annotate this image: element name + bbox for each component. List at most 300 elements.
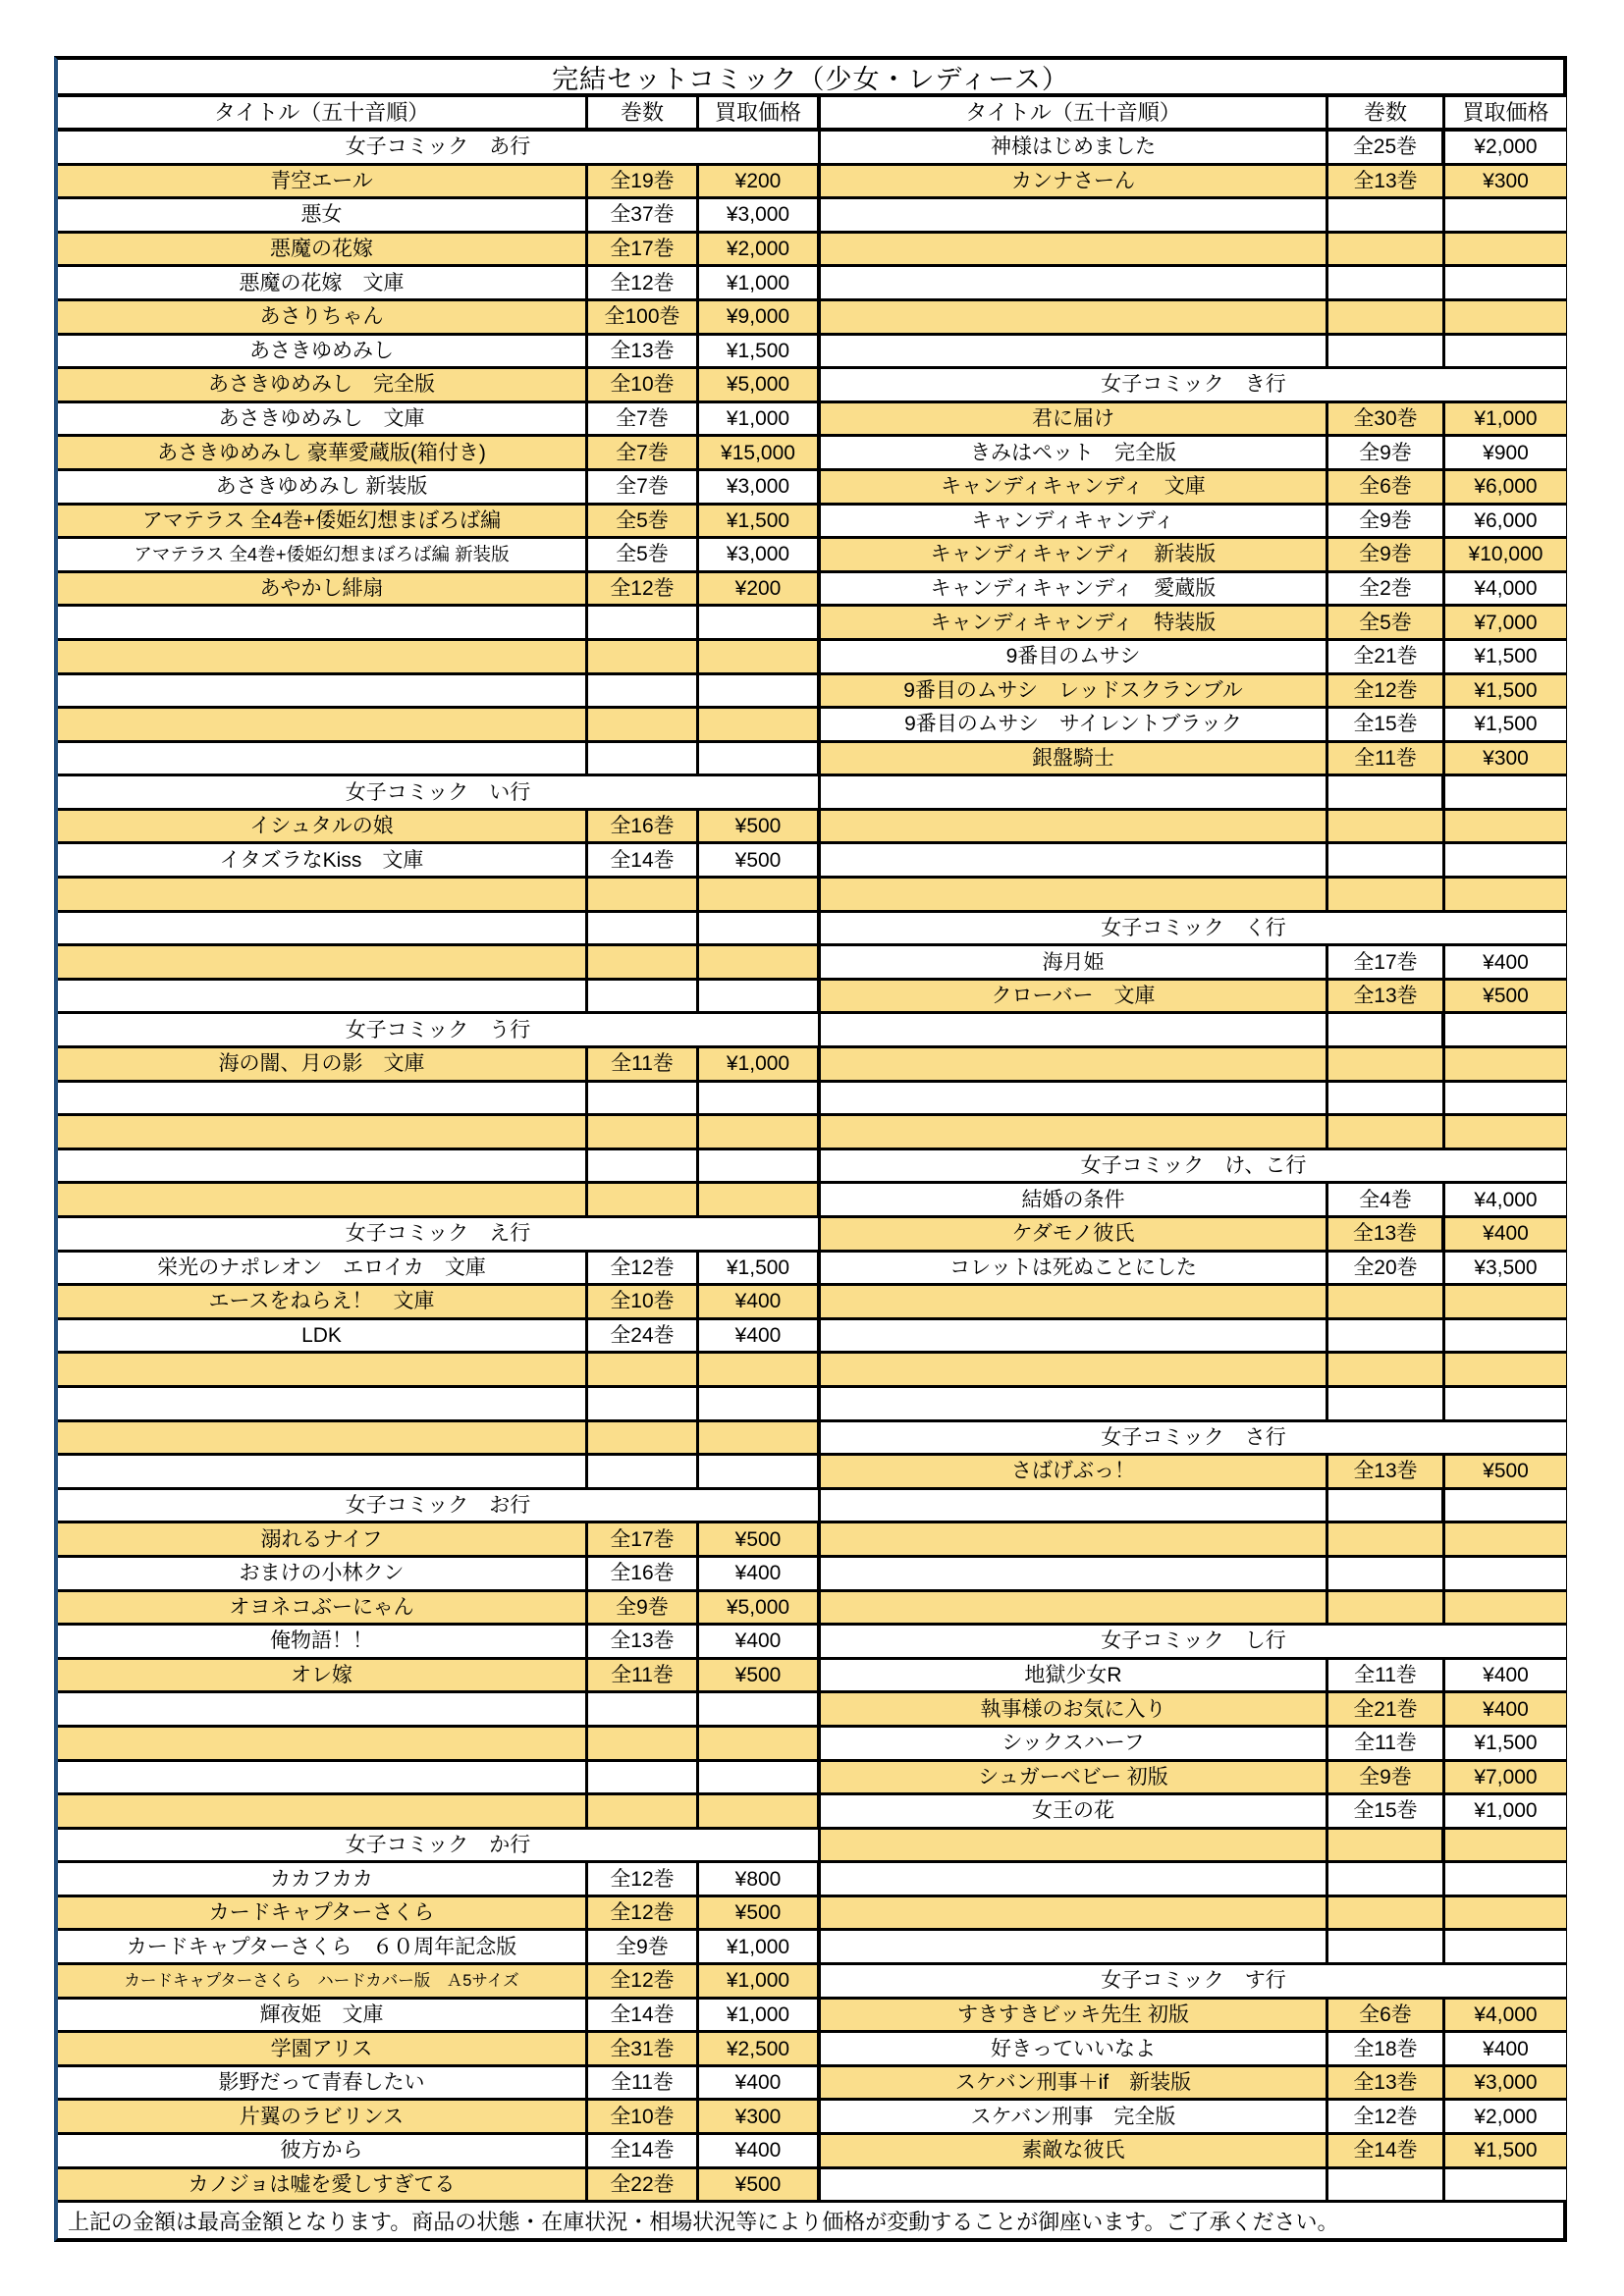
right-price-cell: ¥400 bbox=[1445, 1693, 1566, 1725]
right-volumes-cell: 全13巻 bbox=[1328, 2067, 1445, 2099]
left-empty-volumes-cell bbox=[588, 1693, 699, 1725]
footer-note-row bbox=[58, 2203, 1563, 2238]
right-volumes-cell: 全30巻 bbox=[1328, 403, 1445, 435]
right-empty-price-cell bbox=[1445, 811, 1566, 842]
left-title-cell: 青空エール bbox=[58, 166, 588, 197]
left-empty-volumes-cell bbox=[588, 981, 699, 1012]
right-section-header-cell: 女子コミック け、こ行 bbox=[821, 1150, 1566, 1182]
right-price-cell: ¥300 bbox=[1445, 743, 1566, 774]
right-volumes-cell: 全18巻 bbox=[1328, 2033, 1445, 2064]
left-title-cell: オレ嫁 bbox=[58, 1660, 588, 1691]
left-title-cell: 片翼のラビリンス bbox=[58, 2101, 588, 2132]
right-empty-price-cell bbox=[1445, 1014, 1566, 1045]
table-row bbox=[58, 1422, 1563, 1457]
left-empty-price-cell bbox=[699, 1693, 821, 1725]
right-price-cell: ¥2,000 bbox=[1445, 2101, 1566, 2132]
right-volumes-cell: 全2巻 bbox=[1328, 573, 1445, 605]
left-empty-title-cell bbox=[58, 1184, 588, 1215]
right-empty-volumes-cell bbox=[1328, 2169, 1445, 2201]
right-title-cell: 9番目のムサシ bbox=[821, 641, 1328, 672]
right-volumes-cell: 全13巻 bbox=[1328, 1218, 1445, 1250]
left-volumes-cell: 全19巻 bbox=[588, 166, 699, 197]
right-empty-title-cell bbox=[821, 776, 1328, 808]
page-title: 完結セットコミック（少女・レディース） bbox=[552, 64, 1069, 94]
left-volumes-cell: 全12巻 bbox=[588, 1253, 699, 1284]
left-empty-title-cell bbox=[58, 709, 588, 740]
left-empty-price-cell bbox=[699, 1728, 821, 1759]
left-price-cell: ¥1,000 bbox=[699, 1048, 821, 1080]
left-title-cell: おまけの小林クン bbox=[58, 1558, 588, 1589]
left-price-cell: ¥200 bbox=[699, 573, 821, 605]
right-empty-price-cell bbox=[1445, 1830, 1566, 1861]
left-empty-title-cell bbox=[58, 1354, 588, 1385]
left-title-cell: オヨネコぶーにゃん bbox=[58, 1592, 588, 1624]
right-empty-price-cell bbox=[1445, 2169, 1566, 2201]
table-row bbox=[58, 199, 1563, 234]
left-title-cell: あさきゆめみし 文庫 bbox=[58, 403, 588, 435]
right-empty-price-cell bbox=[1445, 1523, 1566, 1555]
right-volumes-cell: 全11巻 bbox=[1328, 1728, 1445, 1759]
left-empty-title-cell bbox=[58, 607, 588, 638]
left-volumes-cell: 全16巻 bbox=[588, 1558, 699, 1589]
right-empty-price-cell bbox=[1445, 1048, 1566, 1080]
right-price-cell: ¥3,500 bbox=[1445, 1253, 1566, 1284]
left-title-cell: アマテラス 全4巻+倭姫幻想まぼろば編 新装版 bbox=[58, 539, 588, 570]
price-table-rows bbox=[58, 132, 1563, 2203]
right-volumes-cell: 全25巻 bbox=[1328, 132, 1445, 163]
right-empty-price-cell bbox=[1445, 234, 1566, 265]
table-row bbox=[58, 1218, 1563, 1253]
left-empty-price-cell bbox=[699, 1184, 821, 1215]
right-title-cell: 9番目のムサシ サイレントブラック bbox=[821, 709, 1328, 740]
left-price-cell: ¥1,000 bbox=[699, 2000, 821, 2031]
left-title-cell: カノジョは嘘を愛しすぎてる bbox=[58, 2169, 588, 2201]
right-empty-price-cell bbox=[1445, 1286, 1566, 1317]
right-empty-title-cell bbox=[821, 301, 1328, 333]
left-price-cell: ¥9,000 bbox=[699, 301, 821, 333]
right-empty-volumes-cell bbox=[1328, 267, 1445, 298]
right-volumes-cell: 全12巻 bbox=[1328, 675, 1445, 707]
table-row bbox=[58, 1795, 1563, 1830]
left-volumes-cell: 全12巻 bbox=[588, 573, 699, 605]
table-row bbox=[58, 1354, 1563, 1388]
table-row bbox=[58, 2101, 1563, 2135]
left-price-cell: ¥500 bbox=[699, 1897, 821, 1929]
left-volumes-cell: 全13巻 bbox=[588, 1626, 699, 1657]
right-title-cell: キャンディキャンディ bbox=[821, 506, 1328, 537]
table-row bbox=[58, 981, 1563, 1015]
left-title-cell: カードキャプターさくら bbox=[58, 1897, 588, 1929]
right-empty-volumes-cell bbox=[1328, 234, 1445, 265]
right-empty-volumes-cell bbox=[1328, 1863, 1445, 1895]
left-empty-price-cell bbox=[699, 913, 821, 944]
left-empty-price-cell bbox=[699, 981, 821, 1012]
right-empty-title-cell bbox=[821, 1897, 1328, 1929]
right-volumes-cell: 全15巻 bbox=[1328, 1795, 1445, 1827]
left-empty-title-cell bbox=[58, 981, 588, 1012]
table-row bbox=[58, 267, 1563, 301]
left-title-cell: 輝夜姫 文庫 bbox=[58, 2000, 588, 2031]
right-price-cell: ¥1,000 bbox=[1445, 403, 1566, 435]
left-volumes-cell: 全10巻 bbox=[588, 369, 699, 400]
table-row bbox=[58, 1693, 1563, 1728]
left-title-cell: あさきゆめみし 完全版 bbox=[58, 369, 588, 400]
table-row bbox=[58, 1253, 1563, 1287]
right-volumes-cell: 全11巻 bbox=[1328, 1660, 1445, 1691]
table-row bbox=[58, 1523, 1563, 1558]
left-empty-price-cell bbox=[699, 879, 821, 910]
left-empty-price-cell bbox=[699, 1150, 821, 1182]
left-price-cell: ¥800 bbox=[699, 1863, 821, 1895]
table-row bbox=[58, 1897, 1563, 1932]
right-volumes-cell: 全21巻 bbox=[1328, 1693, 1445, 1725]
left-price-cell: ¥1,000 bbox=[699, 1931, 821, 1962]
table-row bbox=[58, 132, 1563, 166]
right-empty-volumes-cell bbox=[1328, 1116, 1445, 1148]
right-price-cell: ¥1,500 bbox=[1445, 2135, 1566, 2166]
left-volumes-cell: 全10巻 bbox=[588, 2101, 699, 2132]
right-empty-title-cell bbox=[821, 1490, 1328, 1522]
right-empty-volumes-cell bbox=[1328, 1897, 1445, 1929]
table-row bbox=[58, 437, 1563, 471]
right-price-cell: ¥1,500 bbox=[1445, 1728, 1566, 1759]
right-empty-title-cell bbox=[821, 1048, 1328, 1080]
left-empty-volumes-cell bbox=[588, 946, 699, 978]
right-price-cell: ¥6,000 bbox=[1445, 506, 1566, 537]
right-title-cell: 結婚の条件 bbox=[821, 1184, 1328, 1215]
left-volumes-cell: 全7巻 bbox=[588, 471, 699, 503]
right-volumes-cell: 全15巻 bbox=[1328, 709, 1445, 740]
right-empty-price-cell bbox=[1445, 776, 1566, 808]
left-empty-title-cell bbox=[58, 1388, 588, 1419]
right-empty-volumes-cell bbox=[1328, 811, 1445, 842]
left-empty-title-cell bbox=[58, 1728, 588, 1759]
left-section-header-cell: 女子コミック お行 bbox=[58, 1490, 821, 1522]
right-title-cell: 執事様のお気に入り bbox=[821, 1693, 1328, 1725]
left-empty-volumes-cell bbox=[588, 1456, 699, 1487]
left-volumes-cell: 全5巻 bbox=[588, 539, 699, 570]
right-empty-price-cell bbox=[1445, 301, 1566, 333]
table-row bbox=[58, 2033, 1563, 2067]
right-price-cell: ¥500 bbox=[1445, 1456, 1566, 1487]
table-row bbox=[58, 1558, 1563, 1592]
right-price-cell: ¥400 bbox=[1445, 2033, 1566, 2064]
right-title-cell: きみはペット 完全版 bbox=[821, 437, 1328, 468]
left-title-cell: LDK bbox=[58, 1320, 588, 1352]
right-price-cell: ¥1,500 bbox=[1445, 709, 1566, 740]
right-title-cell: 9番目のムサシ レッドスクランブル bbox=[821, 675, 1328, 707]
right-empty-volumes-cell bbox=[1328, 844, 1445, 876]
table-row bbox=[58, 2135, 1563, 2169]
left-price-cell: ¥3,000 bbox=[699, 539, 821, 570]
left-section-header-cell: 女子コミック え行 bbox=[58, 1218, 821, 1250]
left-volumes-cell: 全16巻 bbox=[588, 811, 699, 842]
table-row bbox=[58, 506, 1563, 540]
right-title-cell: コレットは死ぬことにした bbox=[821, 1253, 1328, 1284]
right-price-cell: ¥1,000 bbox=[1445, 1795, 1566, 1827]
left-empty-price-cell bbox=[699, 1083, 821, 1114]
left-empty-title-cell bbox=[58, 1795, 588, 1827]
right-price-column-header: 買取価格 bbox=[1445, 97, 1566, 128]
left-volumes-cell: 全5巻 bbox=[588, 506, 699, 537]
right-empty-volumes-cell bbox=[1328, 1830, 1445, 1861]
left-empty-volumes-cell bbox=[588, 1116, 699, 1148]
right-empty-title-cell bbox=[821, 267, 1328, 298]
right-title-cell: 好きっていいなよ bbox=[821, 2033, 1328, 2064]
left-volumes-cell: 全37巻 bbox=[588, 199, 699, 231]
right-empty-title-cell bbox=[821, 1014, 1328, 1045]
table-row bbox=[58, 1762, 1563, 1796]
left-price-cell: ¥1,000 bbox=[699, 267, 821, 298]
right-empty-price-cell bbox=[1445, 1897, 1566, 1929]
left-empty-price-cell bbox=[699, 1456, 821, 1487]
left-empty-title-cell bbox=[58, 946, 588, 978]
left-price-cell: ¥3,000 bbox=[699, 471, 821, 503]
right-empty-price-cell bbox=[1445, 267, 1566, 298]
right-empty-volumes-cell bbox=[1328, 1354, 1445, 1385]
left-empty-volumes-cell bbox=[588, 1728, 699, 1759]
table-row bbox=[58, 1660, 1563, 1694]
left-title-cell: 栄光のナポレオン エロイカ 文庫 bbox=[58, 1253, 588, 1284]
right-empty-volumes-cell bbox=[1328, 1083, 1445, 1114]
left-empty-price-cell bbox=[699, 1388, 821, 1419]
right-volumes-cell: 全6巻 bbox=[1328, 2000, 1445, 2031]
left-empty-price-cell bbox=[699, 743, 821, 774]
right-volumes-cell: 全9巻 bbox=[1328, 506, 1445, 537]
right-price-cell: ¥7,000 bbox=[1445, 1762, 1566, 1793]
table-row bbox=[58, 166, 1563, 200]
left-volumes-cell: 全13巻 bbox=[588, 336, 699, 367]
table-row bbox=[58, 403, 1563, 438]
right-title-cell: シュガーベビー 初版 bbox=[821, 1762, 1328, 1793]
right-title-cell: 海月姫 bbox=[821, 946, 1328, 978]
left-empty-title-cell bbox=[58, 675, 588, 707]
left-empty-price-cell bbox=[699, 709, 821, 740]
right-empty-title-cell bbox=[821, 234, 1328, 265]
left-empty-volumes-cell bbox=[588, 1422, 699, 1454]
left-empty-title-cell bbox=[58, 1456, 588, 1487]
right-empty-title-cell bbox=[821, 1388, 1328, 1419]
left-title-cell: 海の闇、月の影 文庫 bbox=[58, 1048, 588, 1080]
left-empty-title-cell bbox=[58, 1422, 588, 1454]
right-empty-price-cell bbox=[1445, 1354, 1566, 1385]
right-empty-volumes-cell bbox=[1328, 1931, 1445, 1962]
table-row bbox=[58, 879, 1563, 913]
right-title-cell: 地獄少女R bbox=[821, 1660, 1328, 1691]
left-title-cell: カードキャプターさくら ハードカバー版 Ａ5サイズ bbox=[58, 1965, 588, 1997]
right-title-cell: シックスハーフ bbox=[821, 1728, 1328, 1759]
right-price-cell: ¥400 bbox=[1445, 1660, 1566, 1691]
right-empty-price-cell bbox=[1445, 1320, 1566, 1352]
right-empty-title-cell bbox=[821, 1863, 1328, 1895]
left-empty-title-cell bbox=[58, 1693, 588, 1725]
table-row bbox=[58, 675, 1563, 710]
left-empty-volumes-cell bbox=[588, 1354, 699, 1385]
left-volumes-cell: 全10巻 bbox=[588, 1286, 699, 1317]
right-volumes-cell: 全14巻 bbox=[1328, 2135, 1445, 2166]
left-title-cell: 彼方から bbox=[58, 2135, 588, 2166]
left-volumes-cell: 全17巻 bbox=[588, 1523, 699, 1555]
right-volumes-cell: 全20巻 bbox=[1328, 1253, 1445, 1284]
left-empty-price-cell bbox=[699, 607, 821, 638]
left-volumes-cell: 全14巻 bbox=[588, 844, 699, 876]
table-row bbox=[58, 2169, 1563, 2204]
left-price-cell: ¥1,000 bbox=[699, 1965, 821, 1997]
left-empty-volumes-cell bbox=[588, 743, 699, 774]
right-empty-volumes-cell bbox=[1328, 301, 1445, 333]
right-title-cell: スケバン刑事 完全版 bbox=[821, 2101, 1328, 2132]
left-empty-price-cell bbox=[699, 675, 821, 707]
table-row bbox=[58, 1456, 1563, 1490]
right-empty-title-cell bbox=[821, 879, 1328, 910]
left-empty-volumes-cell bbox=[588, 1150, 699, 1182]
right-title-cell: 神様はじめました bbox=[821, 132, 1328, 163]
right-empty-title-cell bbox=[821, 2169, 1328, 2201]
right-title-cell: 銀盤騎士 bbox=[821, 743, 1328, 774]
left-price-cell: ¥500 bbox=[699, 811, 821, 842]
right-empty-price-cell bbox=[1445, 1863, 1566, 1895]
right-price-cell: ¥4,000 bbox=[1445, 1184, 1566, 1215]
right-empty-price-cell bbox=[1445, 336, 1566, 367]
right-title-cell: キャンディキャンディ 文庫 bbox=[821, 471, 1328, 503]
left-volumes-cell: 全9巻 bbox=[588, 1592, 699, 1624]
right-section-header-cell: 女子コミック き行 bbox=[821, 369, 1566, 400]
right-empty-volumes-cell bbox=[1328, 776, 1445, 808]
right-title-cell: 素敵な彼氏 bbox=[821, 2135, 1328, 2166]
left-title-cell: カカフカカ bbox=[58, 1863, 588, 1895]
table-row bbox=[58, 539, 1563, 573]
table-row bbox=[58, 1490, 1563, 1524]
right-title-cell: さばげぶっ！ bbox=[821, 1456, 1328, 1487]
right-empty-volumes-cell bbox=[1328, 1558, 1445, 1589]
left-section-header-cell: 女子コミック う行 bbox=[58, 1014, 821, 1045]
right-price-cell: ¥1,500 bbox=[1445, 675, 1566, 707]
left-title-cell: あやかし緋扇 bbox=[58, 573, 588, 605]
title-row bbox=[58, 60, 1563, 97]
left-price-cell: ¥500 bbox=[699, 1523, 821, 1555]
table-row bbox=[58, 1014, 1563, 1048]
left-title-cell: 悪魔の花嫁 文庫 bbox=[58, 267, 588, 298]
right-price-cell: ¥400 bbox=[1445, 1218, 1566, 1250]
left-volumes-cell: 全24巻 bbox=[588, 1320, 699, 1352]
right-empty-title-cell bbox=[821, 811, 1328, 842]
table-row bbox=[58, 1286, 1563, 1320]
right-title-cell: 女王の花 bbox=[821, 1795, 1328, 1827]
right-empty-volumes-cell bbox=[1328, 1523, 1445, 1555]
left-title-cell: あさきゆめみし 新装版 bbox=[58, 471, 588, 503]
right-volumes-cell: 全12巻 bbox=[1328, 2101, 1445, 2132]
right-title-cell: スケバン刑事＋if 新装版 bbox=[821, 2067, 1328, 2099]
right-empty-price-cell bbox=[1445, 199, 1566, 231]
right-price-cell: ¥300 bbox=[1445, 166, 1566, 197]
left-volumes-cell: 全22巻 bbox=[588, 2169, 699, 2201]
table-row bbox=[58, 844, 1563, 879]
right-empty-price-cell bbox=[1445, 1490, 1566, 1522]
left-price-cell: ¥1,500 bbox=[699, 1253, 821, 1284]
left-empty-volumes-cell bbox=[588, 607, 699, 638]
left-price-cell: ¥400 bbox=[699, 1626, 821, 1657]
left-title-cell: あさりちゃん bbox=[58, 301, 588, 333]
left-title-cell: 溺れるナイフ bbox=[58, 1523, 588, 1555]
right-empty-title-cell bbox=[821, 1320, 1328, 1352]
table-row bbox=[58, 607, 1563, 641]
left-empty-price-cell bbox=[699, 1116, 821, 1148]
left-section-header-cell: 女子コミック か行 bbox=[58, 1830, 821, 1861]
right-empty-title-cell bbox=[821, 1558, 1328, 1589]
table-row bbox=[58, 1388, 1563, 1422]
left-volumes-cell: 全100巻 bbox=[588, 301, 699, 333]
left-empty-volumes-cell bbox=[588, 641, 699, 672]
right-empty-title-cell bbox=[821, 1116, 1328, 1148]
right-price-cell: ¥1,500 bbox=[1445, 641, 1566, 672]
left-volumes-cell: 全9巻 bbox=[588, 1931, 699, 1962]
right-section-header-cell: 女子コミック し行 bbox=[821, 1626, 1566, 1657]
left-empty-volumes-cell bbox=[588, 1762, 699, 1793]
right-price-cell: ¥4,000 bbox=[1445, 573, 1566, 605]
right-empty-title-cell bbox=[821, 199, 1328, 231]
left-empty-price-cell bbox=[699, 1795, 821, 1827]
right-empty-title-cell bbox=[821, 1083, 1328, 1114]
left-empty-title-cell bbox=[58, 1083, 588, 1114]
left-empty-volumes-cell bbox=[588, 1388, 699, 1419]
left-price-cell: ¥400 bbox=[699, 1558, 821, 1589]
table-row bbox=[58, 234, 1563, 268]
table-row bbox=[58, 1965, 1563, 2000]
left-title-cell: カードキャプターさくら ６０周年記念版 bbox=[58, 1931, 588, 1962]
table-row bbox=[58, 1931, 1563, 1965]
left-empty-volumes-cell bbox=[588, 675, 699, 707]
right-title-cell: キャンディキャンディ 特装版 bbox=[821, 607, 1328, 638]
left-empty-title-cell bbox=[58, 641, 588, 672]
left-price-cell: ¥1,000 bbox=[699, 403, 821, 435]
right-empty-title-cell bbox=[821, 844, 1328, 876]
right-title-cell: クローバー 文庫 bbox=[821, 981, 1328, 1012]
left-title-column-header: タイトル（五十音順） bbox=[58, 97, 588, 128]
left-title-cell: 影野だって青春したい bbox=[58, 2067, 588, 2099]
right-empty-price-cell bbox=[1445, 1083, 1566, 1114]
left-price-cell: ¥300 bbox=[699, 2101, 821, 2132]
right-empty-volumes-cell bbox=[1328, 1048, 1445, 1080]
right-volumes-column-header: 巻数 bbox=[1328, 97, 1445, 128]
right-empty-price-cell bbox=[1445, 1116, 1566, 1148]
left-empty-title-cell bbox=[58, 1762, 588, 1793]
table-row bbox=[58, 743, 1563, 777]
table-row bbox=[58, 471, 1563, 506]
right-price-cell: ¥7,000 bbox=[1445, 607, 1566, 638]
left-title-cell: エースをねらえ！ 文庫 bbox=[58, 1286, 588, 1317]
left-volumes-cell: 全14巻 bbox=[588, 2000, 699, 2031]
right-section-header-cell: 女子コミック さ行 bbox=[821, 1422, 1566, 1454]
right-empty-title-cell bbox=[821, 1354, 1328, 1385]
table-row bbox=[58, 1083, 1563, 1117]
right-section-header-cell: 女子コミック く行 bbox=[821, 913, 1566, 944]
left-empty-volumes-cell bbox=[588, 1795, 699, 1827]
left-price-cell: ¥500 bbox=[699, 844, 821, 876]
table-row bbox=[58, 1626, 1563, 1660]
left-title-cell: あさきゆめみし 豪華愛蔵版(箱付き) bbox=[58, 437, 588, 468]
right-price-cell: ¥400 bbox=[1445, 946, 1566, 978]
left-title-cell: 悪女 bbox=[58, 199, 588, 231]
right-empty-price-cell bbox=[1445, 1558, 1566, 1589]
left-price-column-header: 買取価格 bbox=[699, 97, 821, 128]
right-price-cell: ¥900 bbox=[1445, 437, 1566, 468]
left-price-cell: ¥5,000 bbox=[699, 1592, 821, 1624]
left-title-cell: 悪魔の花嫁 bbox=[58, 234, 588, 265]
price-table bbox=[54, 56, 1567, 2242]
right-title-cell: キャンディキャンディ 新装版 bbox=[821, 539, 1328, 570]
left-price-cell: ¥400 bbox=[699, 2067, 821, 2099]
table-row bbox=[58, 2067, 1563, 2102]
